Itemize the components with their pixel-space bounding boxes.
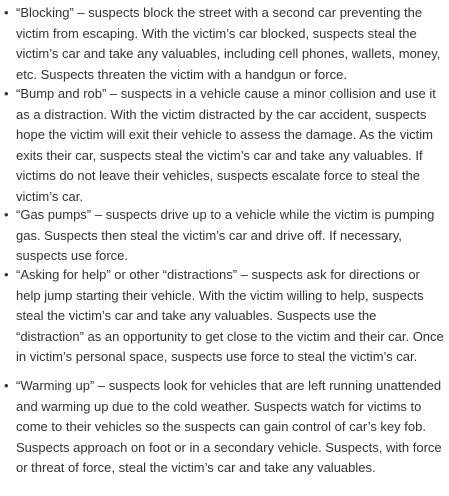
list-item-text: • “Asking for help” or other “distractions” – suspects ask for directions or help jump starting their vehicle. With the victim willing to help, suspects steal the victim’s car and take any valuables. Suspects use the “distraction” as an opportunity to get close to the victim and their car. Once in victim’s personal space, suspects use force to steal the victim’s car. [16,267,444,364]
list-item-gas-pumps [16,205,446,267]
list-item-asking-for-help [16,265,446,368]
list-item-text: • “Blocking” – suspects block the street with a second car preventing the victim from escaping. With the victim’s car blocked, suspects steal the victim’s car and take any valuables, including cell phones, wallets, money, etc. Suspects threaten the victim with a handgun or force. [16,5,441,82]
list-item-warming-up [16,376,446,479]
list-item-blocking [16,3,446,85]
list-item-text: • “Bump and rob” – suspects in a vehicle cause a minor collision and use it as a distraction. With the victim distracted by the car accident, suspects hope the victim will exit their vehicle to assess the damage. As the victim exits their car, suspects steal the victim’s car and take any valuables. If victims do not leave their vehicles, suspects escalate force to steal the victim’s car. [16,86,436,204]
list-item-text: • “Warming up” – suspects look for vehicles that are left running unattended and warming up due to the cold weather. Suspects watch for victims to come to their vehicles so the suspects can gain control of car’s key fob. Suspects approach on foot or in a secondary vehicle. Suspects, with force or threat of force, steal the victim’s car and take any valuables. [16,378,442,475]
list-item-bump-and-rob [16,84,446,207]
list-item-text: • “Gas pumps” – suspects drive up to a vehicle while the victim is pumping gas. Suspects then steal the victim’s car and drive off. If necessary, suspects use force. [16,207,435,263]
